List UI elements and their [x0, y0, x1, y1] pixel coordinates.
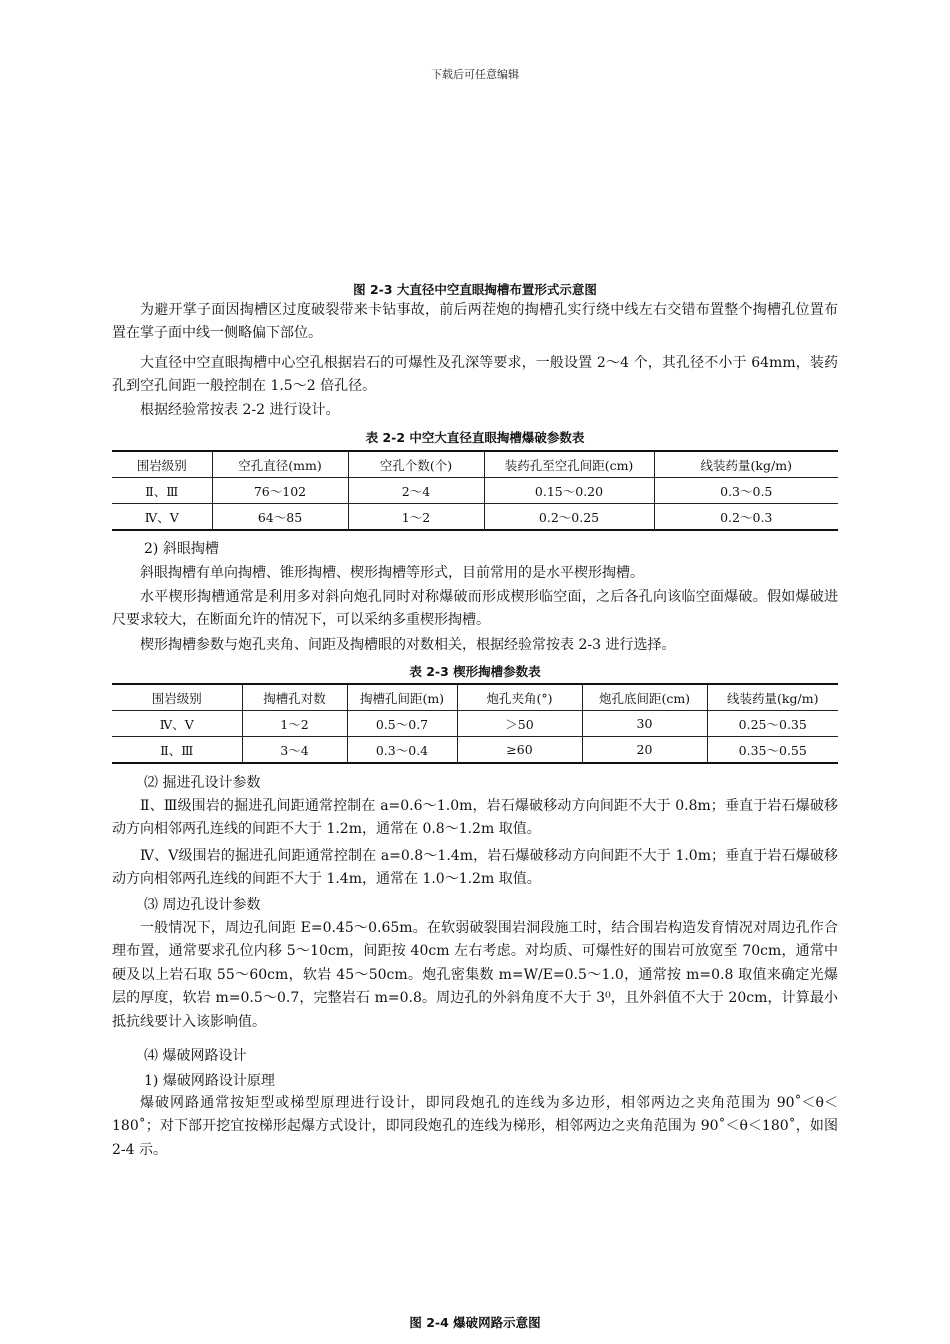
figure-caption-2-3: 图 2-3 大直径中空直眼掏槽布置形式示意图 [353, 282, 597, 297]
paragraph: 斜眼掏槽有单向掏槽、锥形掏槽、楔形掏槽等形式，目前常用的是水平楔形掏槽。 [140, 565, 644, 581]
table-cell: Ⅱ、Ⅲ [112, 478, 212, 504]
table-cell: 1～2 [242, 711, 347, 737]
column-header: 线装药量(kg/m) [654, 451, 838, 478]
section-heading: 1) 爆破网路设计原理 [144, 1073, 275, 1089]
column-header: 空孔直径(mm) [212, 451, 348, 478]
table-cell: 0.15～0.20 [484, 478, 654, 504]
section-heading: ⑷ 爆破网路设计 [144, 1048, 247, 1064]
column-header: 炮孔底间距(cm) [582, 684, 707, 711]
table-2-2 [112, 450, 838, 531]
section-heading: ⑵ 掘进孔设计参数 [144, 775, 261, 791]
table-cell: 0.2～0.25 [484, 504, 654, 531]
section-heading: 2) 斜眼掏槽 [144, 541, 219, 557]
table-cell: ≥60 [457, 737, 582, 764]
table-header-row [112, 684, 838, 711]
table-cell: 3～4 [242, 737, 347, 764]
paragraph: 根据经验常按表 2-2 进行设计。 [140, 402, 340, 418]
table-cell: 30 [582, 711, 707, 737]
column-header: 炮孔夹角(°) [457, 684, 582, 711]
column-header: 围岩级别 [112, 684, 242, 711]
column-header: 空孔个数(个) [348, 451, 484, 478]
table-cell: 2～4 [348, 478, 484, 504]
column-header: 围岩级别 [112, 451, 212, 478]
table-2-2-caption: 表 2-2 中空大直径直眼掏槽爆破参数表 [365, 430, 585, 445]
paragraph: Ⅳ、Ⅴ级围岩的掘进孔间距通常控制在 a=0.8～1.4m，岩石爆破移动方向间距不大于 1.0m；垂直于岩石爆破移动方向相邻两孔连线的间距不大于 1.4m，通常在 1.0～1.2m 取值。 [112, 848, 838, 888]
table-cell: 0.3～0.5 [654, 478, 838, 504]
table-row [112, 737, 838, 764]
paragraph: 为避开掌子面因掏槽区过度破裂带来卡钻事故，前后两茬炮的掏槽孔实行绕中线左右交错布置整个掏槽孔位置布置在掌子面中线一侧略偏下部位。 [112, 302, 838, 342]
table-cell: 0.35～0.55 [707, 737, 838, 764]
paragraph: 爆破网路通常按矩型或梯型原理进行设计，即同段炮孔的连线为多边形，相邻两边之夹角范围为 90˚＜θ＜180˚；对下部开挖宜按梯形起爆方式设计，即同段炮孔的连线为梯形，相邻两边之夹角范围为 90˚＜θ＜180˚，如图 2-4 示。 [112, 1095, 838, 1158]
table-cell: Ⅱ、Ⅲ [112, 737, 242, 764]
column-header: 掏槽孔对数 [242, 684, 347, 711]
table-cell: 0.2～0.3 [654, 504, 838, 531]
table-row [112, 478, 838, 504]
table-cell: 0.3～0.4 [347, 737, 457, 764]
table-header-row [112, 451, 838, 478]
paragraph: 大直径中空直眼掏槽中心空孔根据岩石的可爆性及孔深等要求，一般设置 2～4 个，其孔径不小于 64mm，装药孔到空孔间距一般控制在 1.5～2 倍孔径。 [112, 355, 838, 395]
table-cell: Ⅳ、Ⅴ [112, 711, 242, 737]
table-cell: Ⅳ、Ⅴ [112, 504, 212, 531]
column-header: 线装药量(kg/m) [707, 684, 838, 711]
table-cell: 1～2 [348, 504, 484, 531]
table-row [112, 711, 838, 737]
paragraph: Ⅱ、Ⅲ级围岩的掘进孔间距通常控制在 a=0.6～1.0m，岩石爆破移动方向间距不大于 0.8m；垂直于岩石爆破移动方向相邻两孔连线的间距不大于 1.2m，通常在 0.8～1.2m 取值。 [112, 798, 838, 838]
table-cell: 20 [582, 737, 707, 764]
column-header: 装药孔至空孔间距(cm) [484, 451, 654, 478]
table-cell: 0.5～0.7 [347, 711, 457, 737]
paragraph: 一般情况下，周边孔间距 E=0.45～0.65m。在软弱破裂围岩洞段施工时，结合围岩构造发育情况对周边孔作合理布置，通常要求孔位内移 5～10cm，间距按 40cm 左右考虑。对均质、可爆性好的围岩可放宽至 70cm，通常中硬及以上岩石取 55～60cm，软岩 45～50cm。炮孔密集数 m=W/E=0.5～1.0，通常按 m=0.8 取值来确定光爆层的厚度，软岩 m=0.5～0.7，完整岩石 m=0.8。周边孔的外斜角度不大于 3⁰，且外斜值不大于 20cm，计算最小抵抗线要计入该影响值。 [112, 920, 838, 1030]
header-note: 下载后可任意编辑 [431, 68, 519, 81]
table-cell: 76～102 [212, 478, 348, 504]
section-heading: ⑶ 周边孔设计参数 [144, 897, 261, 913]
table-2-3 [112, 683, 838, 764]
table-cell: ＞50 [457, 711, 582, 737]
table-row [112, 504, 838, 531]
paragraph: 水平楔形掏槽通常是利用多对斜向炮孔同时对称爆破而形成楔形临空面，之后各孔向该临空面爆破。假如爆破进尺要求较大，在断面允许的情况下，可以采纳多重楔形掏槽。 [112, 589, 838, 629]
column-header: 掏槽孔间距(m) [347, 684, 457, 711]
paragraph: 楔形掏槽参数与炮孔夹角、间距及掏槽眼的对数相关，根据经验常按表 2-3 进行选择。 [140, 637, 676, 653]
table-2-3-caption: 表 2-3 楔形掏槽参数表 [409, 664, 541, 679]
table-cell: 0.25～0.35 [707, 711, 838, 737]
figure-caption-2-4: 图 2-4 爆破网路示意图 [409, 1315, 541, 1330]
table-cell: 64～85 [212, 504, 348, 531]
